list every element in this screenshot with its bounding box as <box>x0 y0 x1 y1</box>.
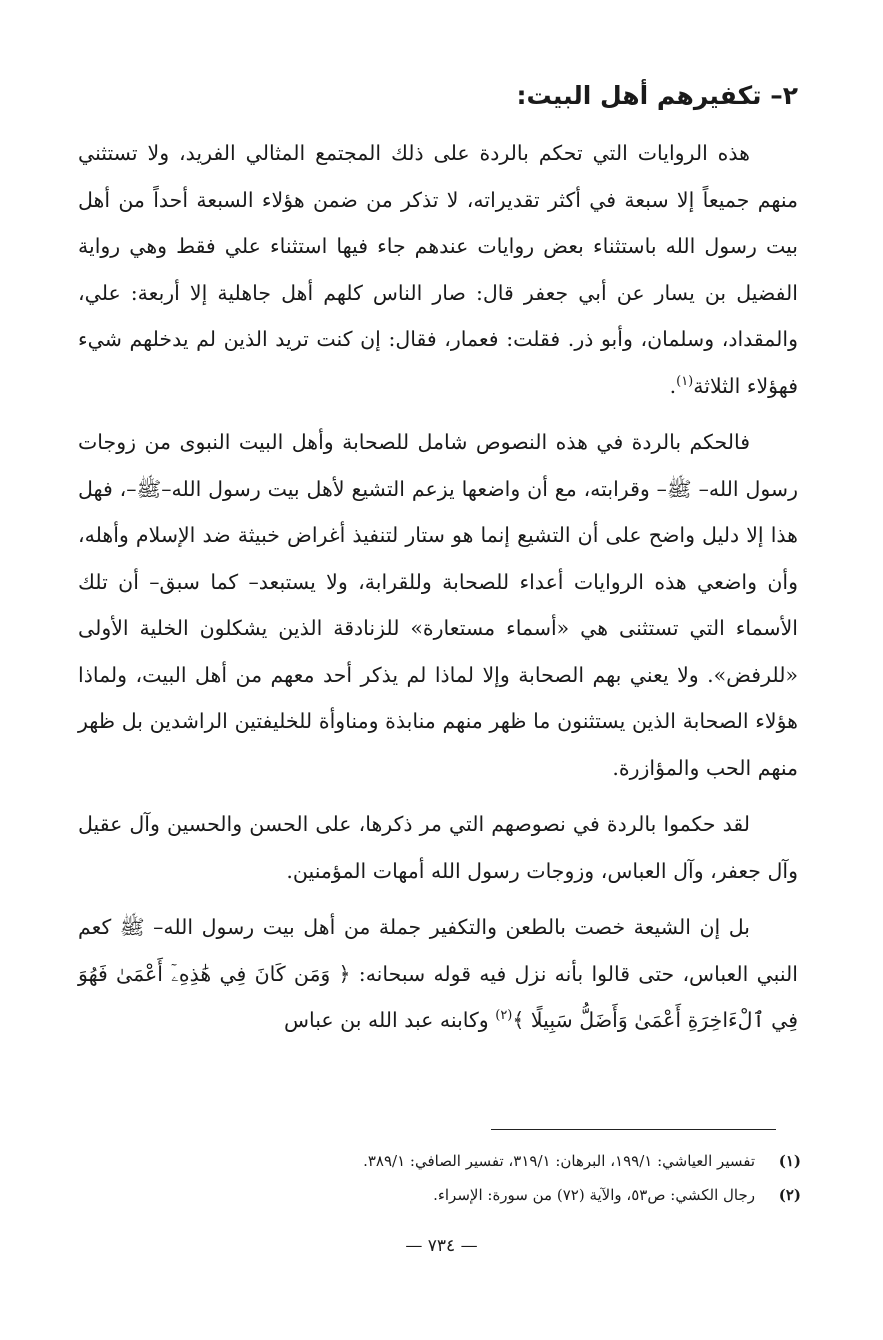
footnote-number: (٢) <box>778 1186 801 1204</box>
paragraph-1-text: هذه الروايات التي تحكم بالردة على ذلك المجتمع المثالي الفريد، ولا تستثني منهم جميعاً إلا سبعة في أكثر تقديراته، لا تذكر من ضمن هؤلاء السبعة أحداً من أهل بيت رسول الله باستثناء بعض روايات عندهم جاء فيها استثناء علي فقط وهي رواية الفضيل بن يسار عن أبي جعفر قال: صار الناس كلهم أهل جاهلية إلا أربعة: علي، والمقداد، وسلمان، وأبو ذر. فقلت: فعمار، فقال: إن كنت تريد الذين لم يدخلهم شيء فهؤلاء الثلاثة <box>78 141 798 398</box>
paragraph-3: لقد حكموا بالردة في نصوصهم التي مر ذكرها، على الحسن والحسين وآل عقيل وآل جعفر، وآل العباس، وزوجات رسول الله أمهات المؤمنين. <box>78 812 798 883</box>
footnote-text: رجال الكشي: ص٥٣، والآية (٧٢) من سورة: الإسراء. <box>433 1186 755 1204</box>
footnote-2 <box>161 1178 801 1212</box>
paragraph-1-end: . <box>669 373 677 398</box>
paragraph-4 <box>78 904 798 1044</box>
footnote-ref-2: (٢) <box>495 1008 513 1024</box>
paragraph-4-continuation: وكابنه عبد الله بن عباس <box>283 1008 496 1032</box>
page-body <box>78 70 798 1054</box>
footnote-ref-1: (١) <box>676 373 694 389</box>
footnote-divider <box>491 1129 776 1130</box>
paragraph-4-text: بل إن الشيعة خصت بالطعن والتكفير جملة من أهل بيت رسول الله– ﷺ كعم النبي العباس، حتى قالوا بأنه نزل فيه قوله سبحانه: <box>78 915 798 986</box>
section-heading: ٢– تكفيرهم أهل البيت: <box>516 81 798 110</box>
paragraph-1 <box>78 130 798 409</box>
footnote-number: (١) <box>778 1152 801 1170</box>
footnote-text: تفسير العياشي: ١٩٩/١، البرهان: ٣١٩/١، تفسير الصافي: ٣٨٩/١. <box>363 1152 755 1170</box>
quran-verse: ﴿ وَمَن كَانَ فِي هَٰذِهِۦٓ أَعْمَىٰ فَهُوَ فِي ٱلْءَاخِرَةِ أَعْمَىٰ وَأَضَلُّ سَبِيلًا ﴾ <box>78 961 798 1032</box>
page-number: — ٧٣٤ — <box>405 1236 478 1256</box>
footnote-1 <box>161 1144 801 1178</box>
footnotes <box>161 1144 801 1212</box>
paragraph-2: فالحكم بالردة في هذه النصوص شامل للصحابة وأهل البيت النبوى من زوجات رسول الله– ﷺ– وقرابته، مع أن واضعها يزعم التشيع لأهل بيت رسول الله–ﷺ–، فهل هذا إلا دليل واضح على أن التشيع إنما هو ستار لتنفيذ أغراض خبيثة ضد الإسلام وأهله، وأن واضعي هذه الروايات أعداء للصحابة وللقرابة، ولا يستبعد– كما سبق– أن تلك الأسماء التي تستثنى هي «أسماء مستعارة» للزنادقة الذين يشكلون الخلية الأولى «للرفض». ولا يعني بهم الصحابة وإلا لماذا لم يذكر أحد معهم من أهل البيت، ولماذا هؤلاء الصحابة الذين يستثنون ما ظهر منهم منابذة ومناوأة للخليفتين الراشدين بل ظهر منهم الحب والمؤازرة. <box>78 430 798 780</box>
